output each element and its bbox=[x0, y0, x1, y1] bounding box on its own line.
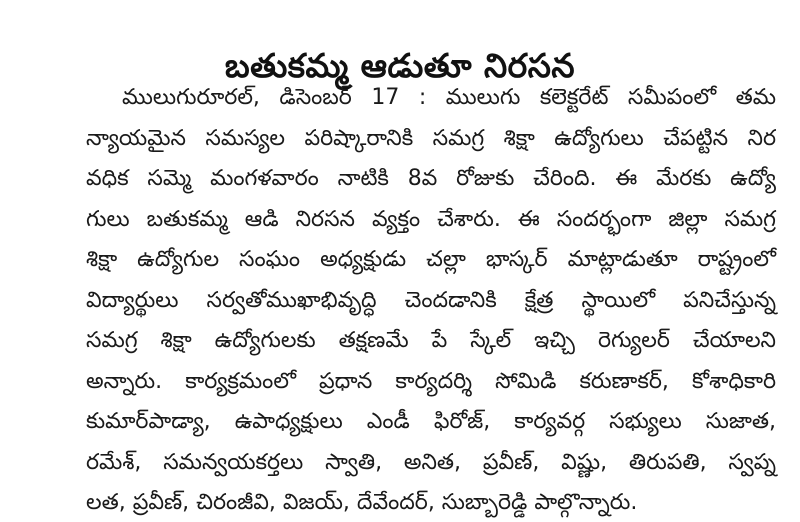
article-line: శిక్షా ఉద్యోగుల సంఘం అధ్యక్షుడు చల్లా భాస్కర్ మాట్లాడుతూ రాష్ట్రంలో bbox=[86, 247, 776, 272]
article-line: వధిక సమ్మె మంగళవారం నాటికి 8వ రోజుకు చేరింది. ఈ మేరకు ఉద్యో bbox=[86, 166, 776, 191]
article-line: సమగ్ర శిక్షా ఉద్యోగులకు తక్షణమే పే స్కేల్ ఇచ్చి రెగ్యులర్ చేయాలని bbox=[86, 328, 776, 353]
previous-article-text-fragment bbox=[60, 0, 240, 8]
article-body bbox=[86, 78, 776, 522]
article-line: కుమార్‌పాడ్యా, ఉపాధ్యక్షులు ఎండీ ఫిరోజ్, కార్యవర్గ సభ్యులు సుజాత, bbox=[86, 409, 776, 434]
article-line: గులు బతుకమ్మ ఆడి నిరసన వ్యక్తం చేశారు. ఈ సందర్భంగా జిల్లా సమగ్ర bbox=[86, 206, 776, 232]
article-line: లత, ప్రవీణ్, చిరంజీవి, విజయ్, దేవేందర్, సుబ్బారెడ్డి పాల్గొన్నారు. bbox=[86, 490, 638, 515]
article-line: అన్నారు. కార్యక్రమంలో ప్రధాన కార్యదర్శి సోమిడి కరుణాకర్, కోశాధికారి bbox=[86, 368, 776, 394]
article-line: విద్యార్థులు సర్వతోముఖాభివృద్ధి చెందడానికి క్షేత్ర స్థాయిలో పనిచేస్తున్న bbox=[86, 287, 776, 313]
article-line: న్యాయమైన సమస్యల పరిష్కారానికి సమగ్ర శిక్షా ఉద్యోగులు చేపట్టిన నిర bbox=[86, 125, 776, 151]
article-line: ములుగురూరల్, డిసెంబర్ 17 : ములుగు కలెక్టరేట్ సమీపంలో తమ bbox=[122, 85, 776, 110]
article-headline: బతుకమ్మ ఆడుతూ నిరసన bbox=[224, 46, 576, 86]
article-line: రమేశ్, సమన్వయకర్తలు స్వాతి, అనిత, ప్రవీణ్, విష్ణు, తిరుపతి, స్వప్న bbox=[86, 449, 776, 475]
